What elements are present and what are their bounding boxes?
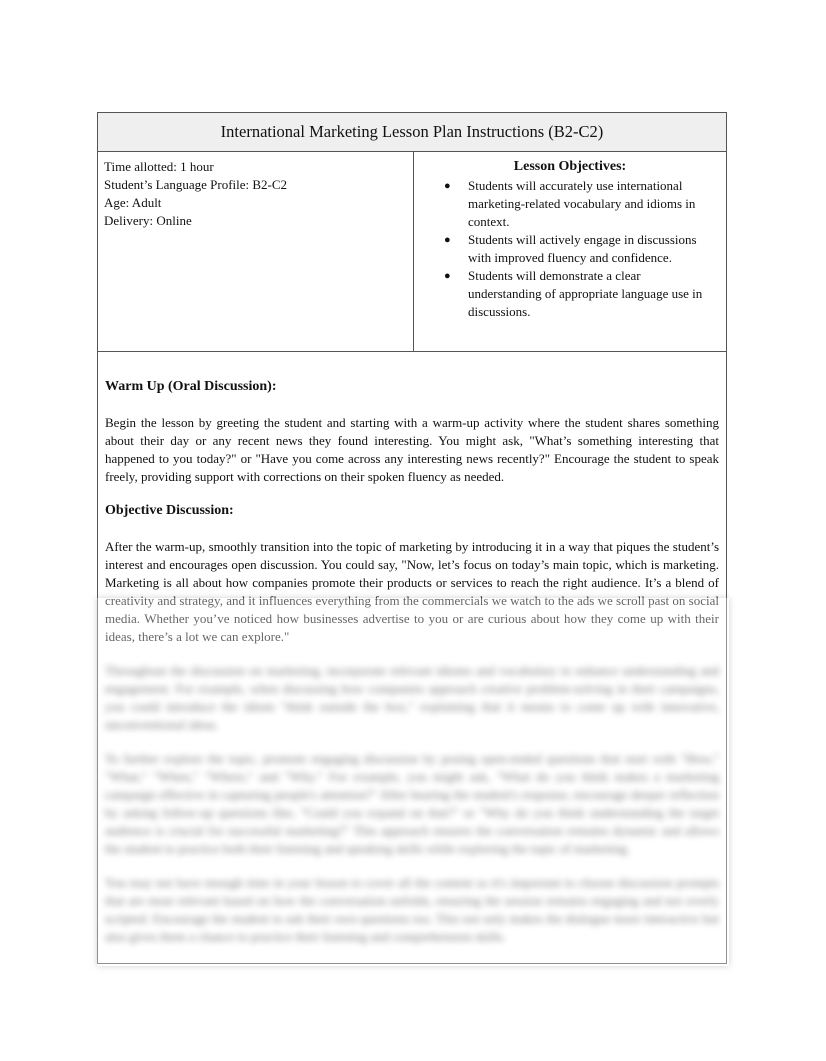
objectives-heading: Lesson Objectives:: [513, 159, 627, 174]
lesson-body: [98, 352, 726, 962]
blurred-content: [105, 662, 719, 946]
objectives-list: [444, 177, 714, 321]
delivery-mode: Delivery: Online: [104, 213, 192, 228]
objective-discussion-paragraph: After the warm-up, smoothly transition into the topic of marketing by introducing it in a way that piques the student’s interest and encourages open discussion. You could say, "Now, let’s focus on today’s main topic, which is marketing. Marketing is all about how companies promote their products or services to reach the right audience. It’s a blend of creativity and strategy, and it influences everything from the commercials we watch to the ads we scroll past on social media. Whether you’ve noticed how businesses advertise to you or are curious about how they come up with their ideas, there’s a lot we can explore.": [105, 539, 719, 644]
bullet-icon: ●: [444, 270, 451, 282]
objective-item: ● Students will actively engage in discussions with improved fluency and confidence.: [444, 232, 697, 265]
blurred-paragraph: Throughout the discussion on marketing, incorporate relevant idioms and vocabulary to enhance understanding and engagement. For example, when discussing how companies approach creative problem-solving in their campaigns, you could introduce the idiom "think outside the box," explaining that it means to come up with innovative, unconventional ideas.: [105, 663, 719, 732]
bullet-icon: ●: [444, 180, 451, 192]
lesson-plan-table: [97, 112, 727, 964]
objective-item: ● Students will demonstrate a clear understanding of appropriate language use in discussions.: [444, 268, 703, 319]
student-age: Age: Adult: [104, 195, 162, 210]
warmup-paragraph: Begin the lesson by greeting the student and starting with a warm-up activity where the student shares something about their day or any recent news they found interesting. You might ask, "What’s something interesting that happened to you today?" or "Have you come across any interesting news recently?" Encourage the student to speak freely, providing support with corrections on their spoken fluency as needed.: [105, 415, 719, 484]
time-allotted: Time allotted: 1 hour: [104, 159, 214, 174]
warmup-heading: Warm Up (Oral Discussion):: [105, 379, 277, 394]
table-title-row: [98, 113, 726, 152]
objectives-cell: [414, 152, 726, 351]
objective-discussion-heading: Objective Discussion:: [105, 503, 234, 518]
info-row: [98, 152, 726, 352]
lesson-info-cell: [98, 152, 414, 351]
page-title: International Marketing Lesson Plan Instructions (B2-C2): [220, 122, 604, 141]
objective-item: ● Students will accurately use international marketing-related vocabulary and idioms in context.: [444, 178, 696, 229]
blurred-paragraph: To further explore the topic, promote engaging discussion by posing open-ended questions that start with "How," "What," "When," "Where," and "Why." For example, you might ask, "What do you think makes a marketing campaign effective in capturing people's attention?" After hearing the student's response, encourage deeper reflection by asking follow-up questions like, "Could you expand on that?" or "Why do you think understanding the target audience is crucial for successful marketing?" This approach ensures the conversation remains dynamic and allows the student to practice both their listening and speaking skills while exploring the topic of marketing.: [105, 751, 719, 856]
language-profile: Student’s Language Profile: B2-C2: [104, 177, 288, 192]
blurred-paragraph: You may not have enough time in your lesson to cover all the content so it's important to choose discussion prompts that are most relevant based on how the conversation unfolds, ensuring the session remains engaging and not overly scripted. Encourage the student to ask their own questions too. This not only makes the dialogue more interactive but also gives them a chance to practice their listening and comprehension skills.: [105, 875, 719, 944]
bullet-icon: ●: [444, 234, 451, 246]
